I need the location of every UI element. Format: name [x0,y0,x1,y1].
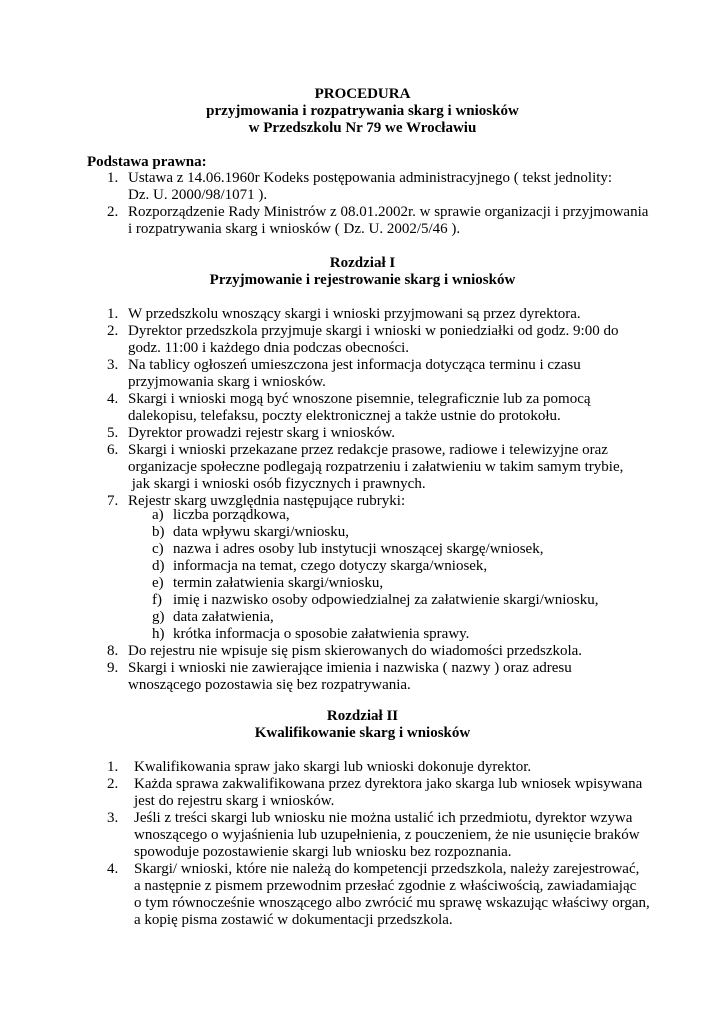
list-item: 7. Rejestr skarg uwzględnia następujące rubryki: [107,493,406,509]
list-item: 3. Jeśli z treści skargi lub wniosku nie można ustalić ich przedmiotu, dyrektor wzywa wnoszącego o wyjaśnienia lub uzupełnienia, z pouczeniem, że nie usunięcie braków spowoduje pozostawienie skargi lub wniosku bez rozpoznania. [107,810,640,860]
list-item: c) nazwa i adres osoby lub instytucji wnoszącej skargę/wniosek, [152,541,544,557]
list-item: 1. W przedszkolu wnoszący skargi i wnioski przyjmowani są przez dyrektora. [107,306,581,322]
list-item: 8. Do rejestru nie wpisuje się pism skierowanych do wiadomości przedszkola. [107,643,583,659]
list-item: 4. Skargi i wnioski mogą być wnoszone pisemnie, telegraficznie lub za pomocą dalekopisu, telefaksu, poczty elektronicznej a także ustnie do protokołu. [107,391,591,424]
list-item: 2. Dyrektor przedszkola przyjmuje skargi i wnioski w poniedziałki od godz. 9:00 do godz. 11:00 i każdego dnia podczas obecności. [107,323,619,356]
chapter2-title: Rozdział II [326,708,399,724]
chapter1-sublist [152,507,598,643]
list-item: 2. Rozporządzenie Rady Ministrów z 08.01.2002r. w sprawie organizacji i przyjmowania i rozpatrywania skarg i wniosków ( Dz. U. 2002/5/46 ). [107,204,649,237]
legal-basis-list [107,170,648,238]
document-subtitle: przyjmowania i rozpatrywania skarg i wniosków [206,103,519,119]
chapter1-list-continued [107,643,582,694]
chapter2-list [107,759,650,929]
chapter1-title: Rozdział I [329,255,396,271]
list-item: 6. Skargi i wnioski przekazane przez redakcje prasowe, radiowe i telewizyjne oraz organizacje społeczne podlegają rozpatrzeniu i załatwieniu w takim samym trybie, jak skargi i wnioski osób fizycznych i prawnych. [107,442,624,492]
document-institution: w Przedszkolu Nr 79 we Wrocławiu [248,120,477,136]
list-item: d) informacja na temat, czego dotyczy skarga/wniosek, [152,558,488,574]
legal-basis-heading: Podstawa prawna: [87,154,207,170]
list-item: e) termin załatwienia skargi/wniosku, [152,575,384,591]
list-item: g) data załatwienia, [152,609,274,625]
list-item: 5. Dyrektor prowadzi rejestr skarg i wniosków. [107,425,396,441]
chapter1-subtitle: Przyjmowanie i rejestrowanie skarg i wniosków [209,272,516,288]
list-item: 1. Ustawa z 14.06.1960r Kodeks postępowania administracyjnego ( tekst jednolity: Dz. U. 2000/98/1071 ). [107,170,613,203]
list-item: b) data wpływu skargi/wniosku, [152,524,349,540]
list-item: 4. Skargi/ wnioski, które nie należą do kompetencji przedszkola, należy zarejestrować, a następnie z pismem przewodnim przesłać zgodnie z właściwością, zawiadamiając o tym równocześnie wnoszącego albo zwrócić mu sprawę wskazując właściwy organ, a kopię pisma zostawić w dokumentacji przedszkola. [107,861,650,928]
document-title: PROCEDURA [314,86,411,102]
list-item: h) krótka informacja o sposobie załatwienia sprawy. [152,626,470,642]
list-item: 2. Każda sprawa zakwalifikowana przez dyrektora jako skarga lub wniosek wpisywana jest do rejestru skarg i wniosków. [107,776,643,809]
chapter2-subtitle: Kwalifikowanie skarg i wniosków [254,725,471,741]
chapter1-list [107,306,623,510]
list-item: a) liczba porządkowa, [152,507,290,523]
list-item: 1. Kwalifikowania spraw jako skargi lub wnioski dokonuje dyrektor. [107,759,532,775]
list-item: 3. Na tablicy ogłoszeń umieszczona jest informacja dotycząca terminu i czasu przyjmowania skarg i wniosków. [107,357,581,390]
list-item: 9. Skargi i wnioski nie zawierające imienia i nazwiska ( nazwy ) oraz adresu wnoszącego pozostawia się bez rozpatrywania. [107,660,572,693]
list-item: f) imię i nazwisko osoby odpowiedzialnej za załatwienie skargi/wniosku, [152,592,599,608]
